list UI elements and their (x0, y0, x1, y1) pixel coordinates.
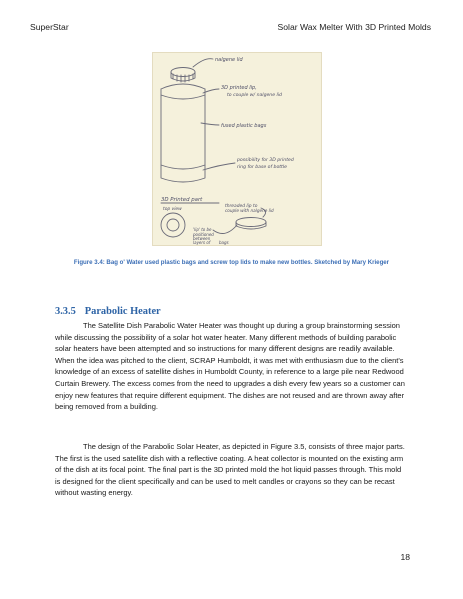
paragraph-2 (55, 441, 407, 499)
lid-top (171, 68, 195, 77)
label-threaded: threaded lip to (225, 204, 258, 209)
leader-ring (203, 163, 235, 170)
label-lip-2: positioned (193, 232, 214, 237)
page-number: 18 (400, 552, 410, 562)
label-lip-4: layers of (193, 240, 211, 245)
label-lip-5: bags (219, 240, 229, 245)
header-author: SuperStar (30, 22, 69, 32)
figure-caption: Figure 3.4: Bag o' Water used plastic bags and screw top lids to make new bottles. Sketched by Mary Krieger (73, 259, 390, 266)
label-possibility: possibility for 3D printed (237, 158, 294, 163)
label-top-view: top view (163, 207, 182, 212)
label-fused-bags: fused plastic bags (221, 123, 267, 129)
bottle-body (161, 89, 205, 182)
sketch-figure (152, 52, 322, 246)
leader-lid (193, 59, 213, 67)
top-view-inner (167, 219, 179, 231)
leader-lip-ring (213, 225, 237, 234)
section-title: Parabolic Heater (84, 306, 161, 317)
label-couple-lid: to couple w/ nalgene lid (227, 93, 282, 98)
ring-top (236, 218, 266, 227)
paragraph-1 (55, 320, 407, 413)
section-number: 3.3.5 (55, 306, 76, 317)
label-nalgene-lid: nalgene lid (215, 57, 243, 63)
header-title: Solar Wax Melter With 3D Printed Molds (277, 22, 431, 32)
bottle-sketch (153, 53, 321, 245)
label-printed-part: 3D Printed part (161, 197, 203, 203)
bottle-top (161, 84, 205, 89)
paragraph-1-text: The Satellite Dish Parabolic Water Heater was thought up during a group brainstorming session while discussing the possibility of a solar hot water heater. Many different methods of building parabolic solar heaters have been attempted and so instructions for many different designs are readily available. When the idea was pitched to the client, SCRAP Humboldt, it was met with enthusiasm due to the client's knowledge of an excess of satellite dishes in Humboldt County, in reference to a large pile near Redwood Curtain Brewery. The excess comes from the need to upgrades a dish every few years so a customer can enjoy new features that require different equipment. The dishes are not reused and are thrown away after being removed from a building. (55, 321, 405, 412)
page-header (30, 22, 431, 36)
label-couple-nalgene: couple with nalgene lid (225, 208, 274, 213)
bottle-base-ring (161, 165, 205, 169)
section-heading (55, 306, 161, 317)
leader-bags (201, 123, 219, 125)
label-printed-lip: 3D printed lip, (221, 85, 257, 91)
label-ring-base: ring for base of bottle (237, 165, 287, 170)
top-view-outer (161, 213, 185, 237)
label-lip-3: between (193, 236, 211, 241)
paragraph-2-text: The design of the Parabolic Solar Heater, as depicted in Figure 3.5, consists of three major parts. The first is the used satellite dish with a reflective coating. A heat collector is mounted on the existing arm of the dish at its focal point. The final part is the 3D printed mold the hot liquid passes through. This mold is designed for the client specifically and can be used to melt candles or crayons so they can be recast without wasting energy. (55, 442, 405, 498)
label-lip-1: 'lip' to be (193, 227, 212, 232)
bottle-lip-line (161, 95, 205, 99)
